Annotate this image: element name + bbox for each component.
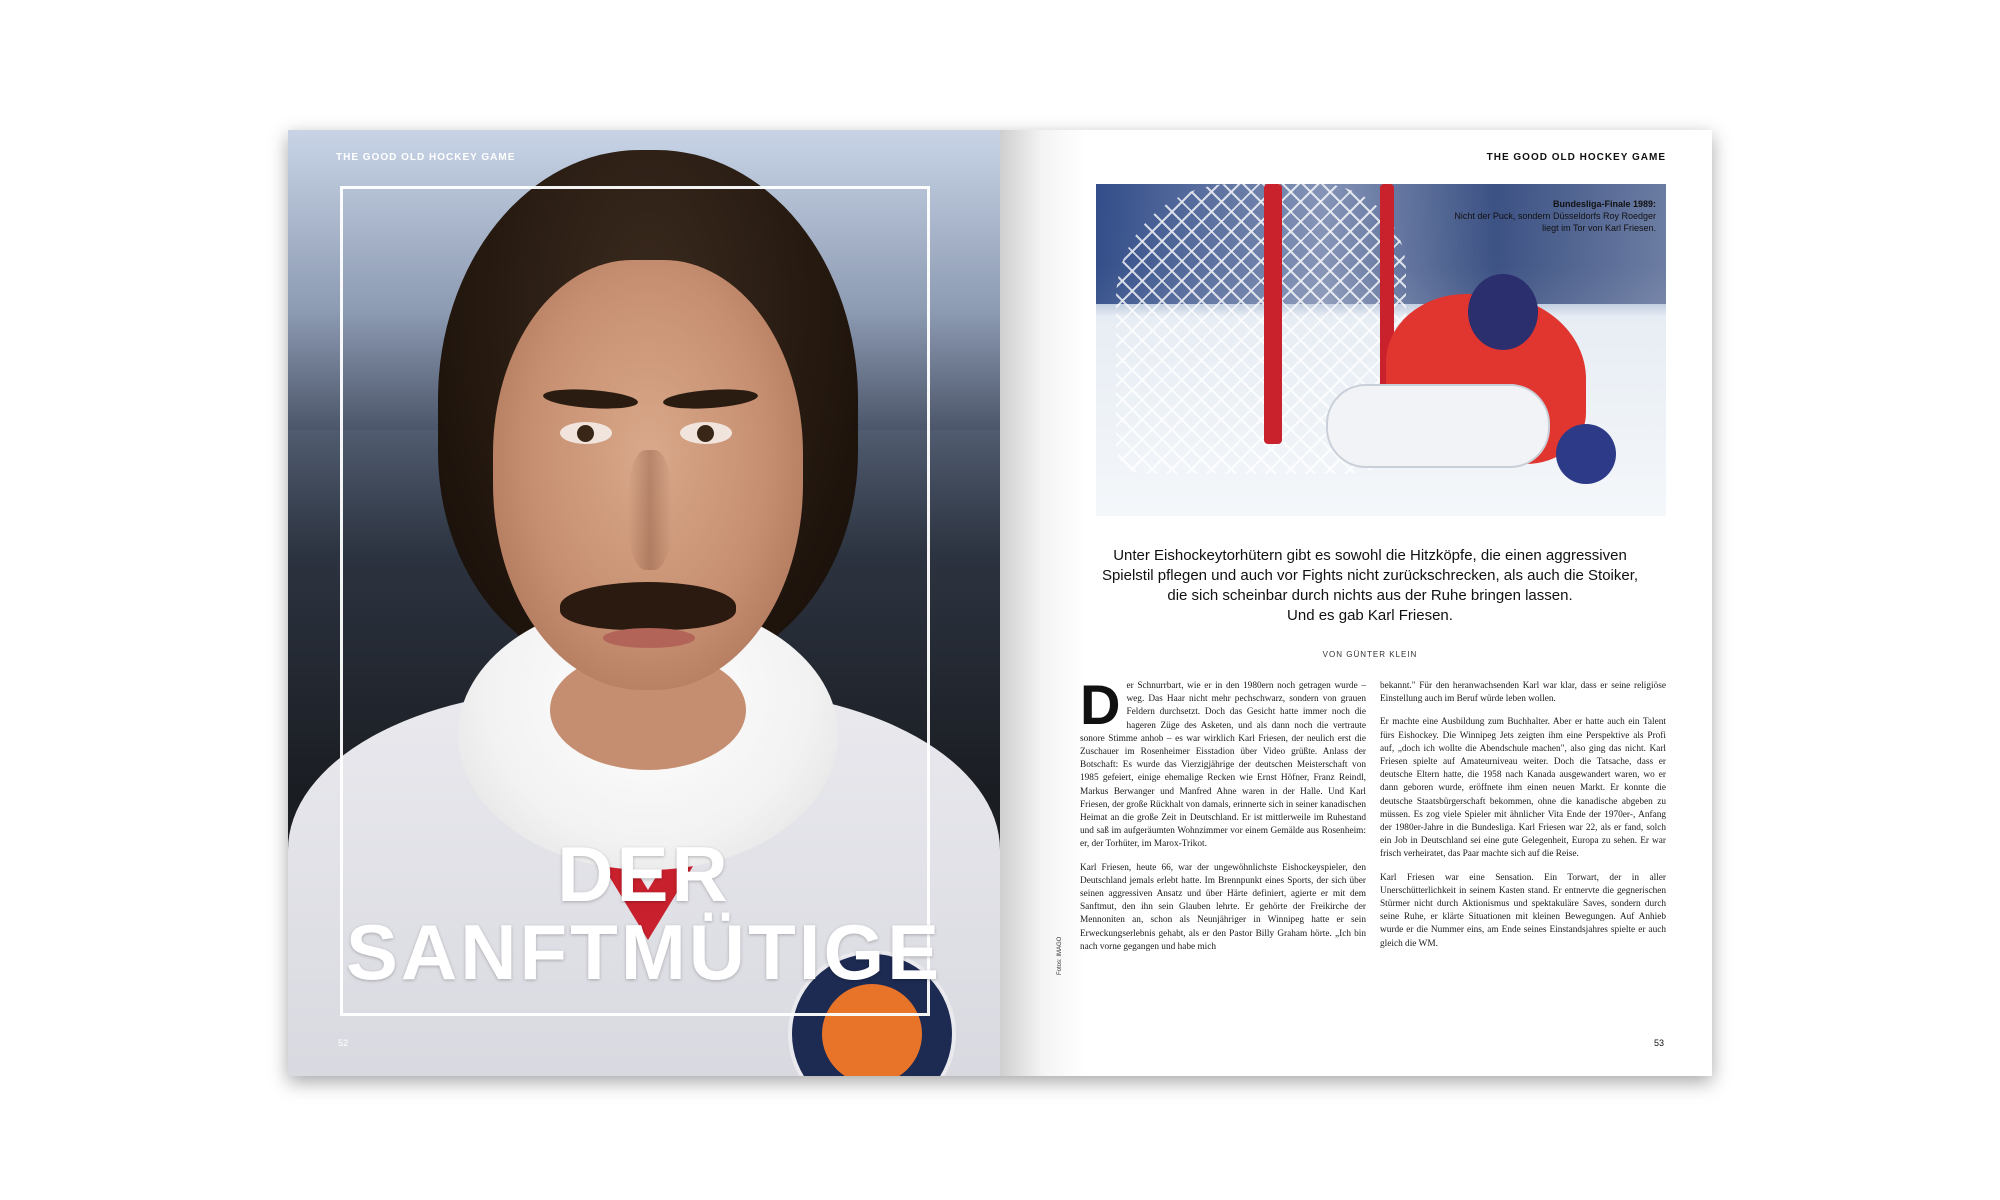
game-photo bbox=[1096, 184, 1666, 516]
photo-credit: Fotos: IMAGO bbox=[1057, 936, 1063, 975]
page-number-left: 52 bbox=[338, 1038, 349, 1048]
magazine-spread bbox=[288, 130, 1712, 1076]
body-paragraph: Er machte eine Ausbildung zum Buchhalter. Aber er hatte auch ein Talent fürs Eishockey. Die Winnipeg Jets zeigten ihm eine Perspektive als Profi auf, „doch ich wollte die Abendschule machen", also ging das nicht. Karl Friesen spielte auf Amateurniveau weiter. Doch die Tatsache, dass er deutsche Eltern hatte, die 1958 nach Kanada ausgewandert waren, wo er dann geboren wurde, eröffnete ihm einen neuen Markt. Er konnte die deutsche Staatsbürgerschaft bekommen, ohne die kanadische abgeben zu müssen. Es zog viele Spieler mit ähnlicher Vita Ende der 1970er-, Anfang der 1980er-Jahre in die Bundesliga. Karl Friesen war 22, als er fand, solch ein Job in Deutschland sei eine gute Gelegenheit, Europa zu sehen. Er war frisch verheiratet, das Paar machte sich auf die Reise. bbox=[1380, 717, 1666, 860]
left-page bbox=[288, 130, 1000, 1076]
body-column-1 bbox=[1080, 673, 1366, 964]
goalie-glove bbox=[1556, 424, 1616, 484]
body-column-2 bbox=[1380, 680, 1666, 961]
photo-caption bbox=[1446, 198, 1656, 234]
article-intro bbox=[1060, 546, 1680, 626]
goal-post bbox=[1264, 184, 1282, 444]
headline-line-1: DER bbox=[557, 830, 731, 918]
goalie-pads bbox=[1326, 384, 1550, 468]
running-head-right: THE GOOD OLD HOCKEY GAME bbox=[1486, 152, 1666, 163]
body-paragraph: bekannt." Für den heranwachsenden Karl war klar, dass er seine religiöse Einstellung auch im Beruf würde leben wollen. bbox=[1380, 681, 1666, 705]
body-paragraph bbox=[1080, 673, 1366, 852]
headline-line-2: SANFTMÜTIGE bbox=[345, 908, 943, 996]
body-paragraph: Karl Friesen war eine Sensation. Ein Torwart, der in aller Unerschütterlichkeit in seinem Kasten stand. Er entnervte die gegnerischen Stürmer nicht durch Aktionismus und spektakuläre Saves, sondern durch seine Ruhe, er klärte Situationen mit kleinen Bewegungen. Auf Anhieb wurde er die Nummer eins, am Ende seines Einstandsjahres spielte er auch gleich die WM. bbox=[1380, 872, 1666, 949]
photo-caption-text: Nicht der Puck, sondern Düsseldorfs Roy Roedger liegt im Tor von Karl Friesen. bbox=[1454, 211, 1656, 233]
goalie-helmet bbox=[1468, 274, 1538, 350]
intro-line: Unter Eishockeytorhütern gibt es sowohl die Hitzköpfe, die einen aggressiven bbox=[1113, 547, 1627, 564]
running-head-left: THE GOOD OLD HOCKEY GAME bbox=[336, 152, 516, 163]
intro-line: Und es gab Karl Friesen. bbox=[1287, 607, 1453, 624]
byline: VON GÜNTER KLEIN bbox=[1322, 650, 1418, 659]
body-paragraph: Karl Friesen, heute 66, war der ungewöhnlichste Eishockeyspieler, den Deutschland jemals erlebt hatte. Im Brennpunkt eines Sports, der sich über seinen aggressiven Ansatz und über Härte definiert, agierte er mit dem Sanftmut, den ihn sein Glauben lehrte. Er gehörte der Freikirche der Mennoniten an, schon als Neunjähriger in Winnipeg hatte er sein Erweckungserlebnis gehabt, als er den Pastor Billy Graham hörte. „Ich bin nach vorne gegangen und habe mich bbox=[1080, 862, 1366, 952]
intro-line: die sich scheinbar durch nichts aus der Ruhe bringen lassen. bbox=[1167, 587, 1573, 604]
body-text: er Schnurrbart, wie er in den 1980ern noch getragen wurde – weg. Das Haar nicht mehr pechschwarz, sondern von grauen Feldern durchsetzt. Doch das Gesicht hatte immer noch die hageren Züge des Asketen, und als dann noch die vertraute sonore Stimme anhob – es war wirklich Karl Friesen, der neulich erst die Zuschauer im Rosenheimer Eisstadion über Video grüßte. Anlass der Botschaft: Es wurde das Vierzigjährige der deutschen Meisterschaft von 1985 gefeiert, einige ehemalige Recken wie Ernst Höfner, Franz Reindl, Markus Berwanger und Manfred Ahne waren in der Halle. Und Karl Friesen, der große Rückhalt von damals, erinnerte sich in seiner kanadischen Heimat an die große Zeit in Deutschland. Er ist mittlerweile im Ruhestand und saß im aufgeräumten Wohnzimmer vor einem Gemälde aus Rosenheim: er, der Torhüter, im Marox-Trikot. bbox=[1080, 681, 1366, 850]
photo-caption-title: Bundesliga-Finale 1989: bbox=[1552, 199, 1656, 209]
intro-line: Spielstil pflegen und auch vor Fights nicht zurückschrecken, als auch die Stoiker, bbox=[1101, 567, 1639, 584]
page-number-right: 53 bbox=[1653, 1038, 1664, 1048]
right-page bbox=[1000, 130, 1712, 1076]
drop-cap: D bbox=[1080, 673, 1121, 736]
